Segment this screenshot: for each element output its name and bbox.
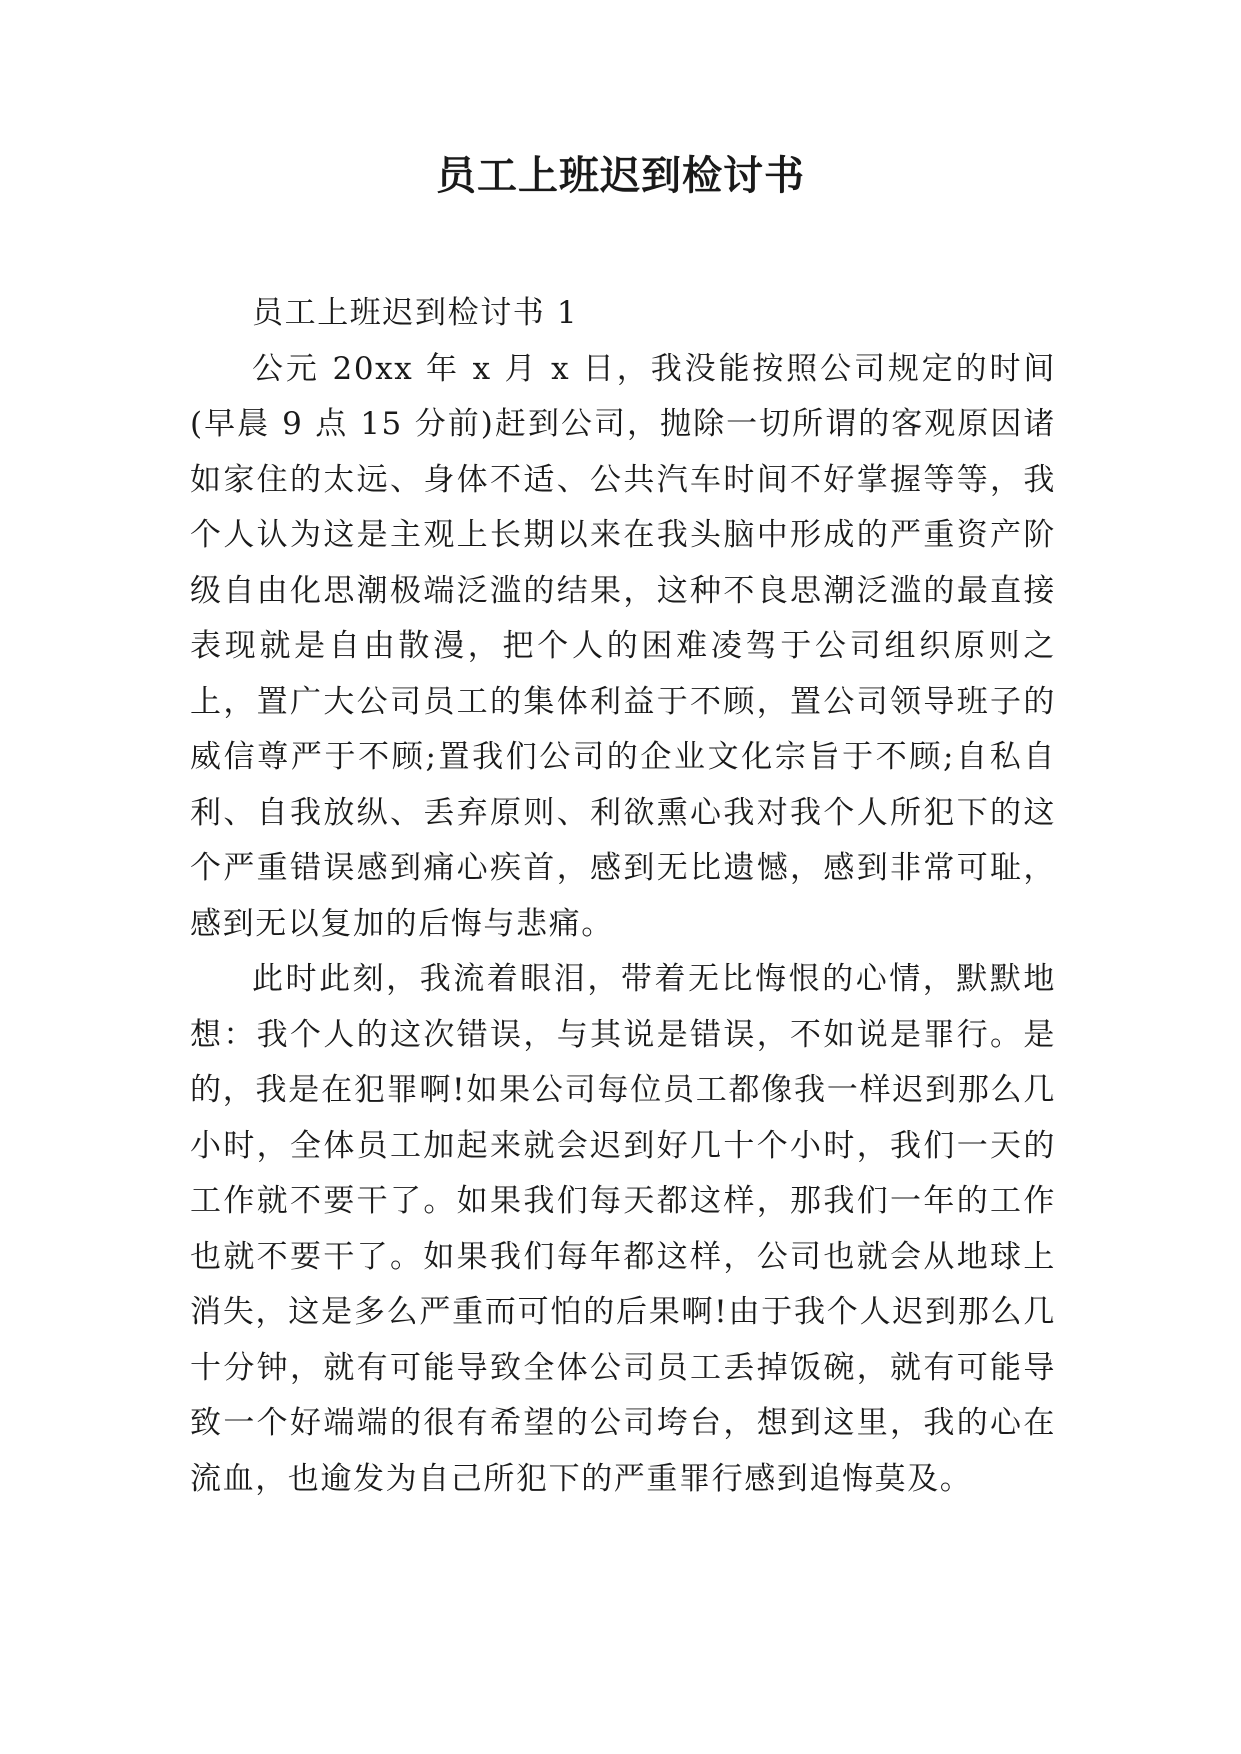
paragraph: 此时此刻，我流着眼泪，带着无比悔恨的心情，默默地想：我个人的这次错误，与其说是错误，不如说是罪行。是的，我是在犯罪啊!如果公司每位员工都像我一样迟到那么几小时，全体员工加起来就会迟到好几十个小时，我们一天的工作就不要干了。如果我们每天都这样，那我们一年的工作也就不要干了。如果我们每年都这样，公司也就会从地球上消失，这是多么严重而可怕的后果啊!由于我个人迟到那么几十分钟，就有可能导致全体公司员工丢掉饭碗，就有可能导致一个好端端的很有希望的公司垮台，想到这里，我的心在流血，也逾发为自己所犯下的严重罪行感到追悔莫及。: [190, 961, 1056, 1497]
section-heading: 员工上班迟到检讨书 1: [252, 295, 579, 331]
document-body: [190, 286, 1056, 1507]
document-title: 员工上班迟到检讨书: [436, 153, 805, 199]
paragraph: 公元 20xx 年 x 月 x 日，我没能按照公司规定的时间(早晨 9 点 15 分前)赶到公司，抛除一切所谓的客观原因诸如家住的太远、身体不适、公共汽车时间不好掌握等等，我个人认为这是主观上长期以来在我头脑中形成的严重资产阶级自由化思潮极端泛滥的结果，这种不良思潮泛滥的最直接表现就是自由散漫，把个人的困难凌驾于公司组织原则之上，置广大公司员工的集体利益于不顾，置公司领导班子的威信尊严于不顾;置我们公司的企业文化宗旨于不顾;自私自利、自我放纵、丢弃原则、利欲熏心我对我个人所犯下的这个严重错误感到痛心疾首，感到无比遗憾，感到非常可耻，感到无以复加的后悔与悲痛。: [190, 350, 1056, 942]
